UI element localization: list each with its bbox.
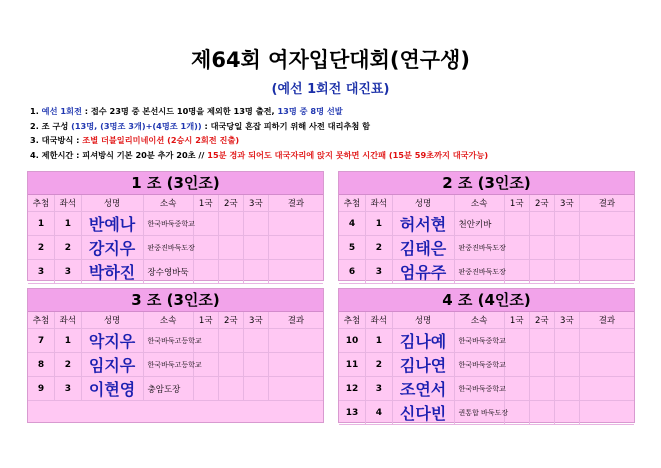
game-3-cell [554, 260, 579, 284]
draw-number: 9 [28, 377, 55, 401]
result-cell [579, 353, 634, 377]
game-2-cell [529, 353, 554, 377]
table-row [339, 212, 634, 236]
table-row [28, 353, 323, 377]
draw-number: 10 [339, 329, 366, 353]
column-header: 추첨 [339, 312, 366, 329]
column-header: 추첨 [28, 312, 55, 329]
result-cell [579, 377, 634, 401]
rule-text: 13명 중 8명 선발 [277, 106, 343, 116]
result-cell [268, 212, 323, 236]
draw-number: 13 [339, 401, 366, 425]
result-cell [579, 329, 634, 353]
player-club: 한국바둑고등학교 [143, 353, 193, 377]
seat-number: 2 [55, 236, 82, 260]
game-2-cell [218, 236, 243, 260]
column-header: 결과 [579, 195, 634, 212]
rule-number: 4. [30, 149, 42, 160]
table-row [339, 329, 634, 353]
column-header: 2국 [529, 312, 554, 329]
result-cell [268, 353, 323, 377]
column-header: 소속 [454, 195, 504, 212]
table-row [28, 377, 323, 401]
player-club: 한국바둑중학교 [454, 353, 504, 377]
table-row [28, 212, 323, 236]
game-2-cell [218, 353, 243, 377]
column-header: 1국 [504, 195, 529, 212]
draw-number: 3 [28, 260, 55, 284]
draw-number: 7 [28, 329, 55, 353]
draw-number: 4 [339, 212, 366, 236]
column-header: 성명 [81, 195, 143, 212]
player-name: 임지우 [81, 353, 143, 377]
game-2-cell [218, 377, 243, 401]
game-2-cell [529, 212, 554, 236]
seat-number: 1 [366, 212, 393, 236]
seat-number: 3 [55, 260, 82, 284]
game-3-cell [554, 353, 579, 377]
column-header: 3국 [554, 195, 579, 212]
draw-number: 6 [339, 260, 366, 284]
rules-list [30, 104, 650, 162]
game-1-cell [504, 329, 529, 353]
player-name: 이현영 [81, 377, 143, 401]
column-header: 1국 [504, 312, 529, 329]
rule-text: 대국방식 : [41, 135, 83, 145]
draw-number: 1 [28, 212, 55, 236]
table-row [28, 329, 323, 353]
seat-number: 1 [55, 329, 82, 353]
game-2-cell [529, 329, 554, 353]
group-roster [339, 312, 634, 425]
column-header: 좌석 [366, 195, 393, 212]
seat-number: 2 [366, 236, 393, 260]
player-club: 한국바둑중학교 [143, 212, 193, 236]
player-name: 김나예 [392, 329, 454, 353]
column-header: 2국 [218, 195, 243, 212]
player-club: 충암도장 [143, 377, 193, 401]
table-row [339, 353, 634, 377]
game-3-cell [554, 329, 579, 353]
group-3-table [27, 288, 324, 423]
draw-number: 12 [339, 377, 366, 401]
player-club: 퀸통합 바둑도장 [454, 401, 504, 425]
game-3-cell [243, 236, 268, 260]
column-header: 소속 [454, 312, 504, 329]
player-club: 장수영바둑 [143, 260, 193, 284]
group-roster [28, 312, 323, 401]
column-header: 결과 [268, 312, 323, 329]
game-3-cell [554, 377, 579, 401]
player-name: 악지우 [81, 329, 143, 353]
rule-text: 제한시간 : 피셔방식 기본 20분 추가 20초 // [41, 149, 208, 160]
game-1-cell [504, 353, 529, 377]
table-row [339, 260, 634, 284]
game-1-cell [504, 212, 529, 236]
rule-text: 조별 더블일리미네이션 (2승시 2회전 진출) [82, 135, 240, 145]
rule-number: 2. [30, 120, 42, 131]
table-row [339, 401, 634, 425]
player-club: 판중진바둑도장 [143, 236, 193, 260]
table-row [28, 260, 323, 284]
game-3-cell [554, 401, 579, 425]
player-club: 한국바둑중학교 [454, 377, 504, 401]
player-club: 한국바둑고등학교 [143, 329, 193, 353]
group-4-table [338, 288, 635, 423]
player-name: 김태은 [392, 236, 454, 260]
player-club: 천안키바 [454, 212, 504, 236]
column-header: 3국 [243, 195, 268, 212]
group-title: 3 조 (3인조) [28, 289, 323, 312]
game-1-cell [504, 260, 529, 284]
player-name: 신다빈 [392, 401, 454, 425]
game-1-cell [193, 236, 218, 260]
group-roster [28, 195, 323, 284]
column-header: 좌석 [366, 312, 393, 329]
group-1-table [27, 171, 324, 281]
seat-number: 4 [366, 401, 393, 425]
rule-line [30, 119, 650, 134]
seat-number: 3 [55, 377, 82, 401]
column-header: 좌석 [55, 195, 82, 212]
rule-text: 15분 경과 되어도 대국자리에 앉지 못하면 시간패 (15분 59초까지 대국가능) [207, 149, 489, 160]
game-1-cell [193, 377, 218, 401]
column-header: 3국 [243, 312, 268, 329]
group-title: 1 조 (3인조) [28, 172, 323, 195]
result-cell [268, 260, 323, 284]
seat-number: 2 [366, 353, 393, 377]
rule-text: 예선 1회전 [41, 106, 82, 116]
game-1-cell [193, 212, 218, 236]
table-row [339, 236, 634, 260]
player-name: 강지우 [81, 236, 143, 260]
draw-number: 8 [28, 353, 55, 377]
result-cell [268, 236, 323, 260]
result-cell [579, 260, 634, 284]
group-2-table [338, 171, 635, 281]
game-3-cell [243, 377, 268, 401]
game-2-cell [529, 260, 554, 284]
player-club: 한국바둑중학교 [454, 329, 504, 353]
draw-number: 2 [28, 236, 55, 260]
player-name: 허서현 [392, 212, 454, 236]
game-1-cell [504, 377, 529, 401]
game-3-cell [243, 353, 268, 377]
game-3-cell [243, 212, 268, 236]
draw-number: 11 [339, 353, 366, 377]
column-header: 결과 [268, 195, 323, 212]
column-header: 1국 [193, 312, 218, 329]
rule-text: : 접수 23명 중 본선시드 10명을 제외한 13명 출전, [81, 106, 278, 116]
game-2-cell [218, 212, 243, 236]
rule-text: (13명, (3명조 3개)+(4명조 1개)) [71, 120, 202, 131]
seat-number: 3 [366, 377, 393, 401]
column-header: 추첨 [339, 195, 366, 212]
game-2-cell [218, 260, 243, 284]
player-club: 판중진바둑도장 [454, 260, 504, 284]
rule-line [30, 104, 650, 119]
column-header: 3국 [554, 312, 579, 329]
player-name: 엄유주 [392, 260, 454, 284]
seat-number: 1 [55, 212, 82, 236]
column-header: 2국 [218, 312, 243, 329]
group-title: 2 조 (3인조) [339, 172, 634, 195]
game-1-cell [193, 260, 218, 284]
player-name: 조연서 [392, 377, 454, 401]
game-2-cell [529, 236, 554, 260]
column-header: 소속 [143, 195, 193, 212]
game-2-cell [529, 401, 554, 425]
result-cell [579, 401, 634, 425]
rule-number: 3. [30, 135, 42, 145]
page-subtitle: (예선 1회전 대진표) [271, 82, 390, 97]
group-roster [339, 195, 634, 284]
seat-number: 3 [366, 260, 393, 284]
group-title: 4 조 (4인조) [339, 289, 634, 312]
game-3-cell [243, 260, 268, 284]
rule-text: 조 구성 [41, 120, 72, 131]
column-header: 성명 [81, 312, 143, 329]
rule-line [30, 133, 650, 148]
game-2-cell [218, 329, 243, 353]
player-name: 김나연 [392, 353, 454, 377]
column-header: 1국 [193, 195, 218, 212]
column-header: 성명 [392, 195, 454, 212]
player-name: 박하진 [81, 260, 143, 284]
rule-line [30, 148, 650, 163]
draw-number: 5 [339, 236, 366, 260]
player-club: 판중진바둑도장 [454, 236, 504, 260]
seat-number: 1 [366, 329, 393, 353]
result-cell [268, 329, 323, 353]
result-cell [579, 212, 634, 236]
rule-text: : 대국당일 혼잡 피하기 위해 사전 대리추첨 함 [201, 120, 371, 131]
seat-number: 2 [55, 353, 82, 377]
player-name: 반예나 [81, 212, 143, 236]
column-header: 소속 [143, 312, 193, 329]
game-1-cell [504, 236, 529, 260]
column-header: 좌석 [55, 312, 82, 329]
table-row [339, 377, 634, 401]
column-header: 추첨 [28, 195, 55, 212]
game-3-cell [243, 329, 268, 353]
game-2-cell [529, 377, 554, 401]
column-header: 결과 [579, 312, 634, 329]
game-3-cell [554, 236, 579, 260]
table-row [28, 236, 323, 260]
column-header: 성명 [392, 312, 454, 329]
page-title: 제64회 여자입단대회(연구생) [191, 48, 470, 72]
result-cell [268, 377, 323, 401]
result-cell [579, 236, 634, 260]
rule-number: 1. [30, 106, 42, 116]
column-header: 2국 [529, 195, 554, 212]
game-3-cell [554, 212, 579, 236]
